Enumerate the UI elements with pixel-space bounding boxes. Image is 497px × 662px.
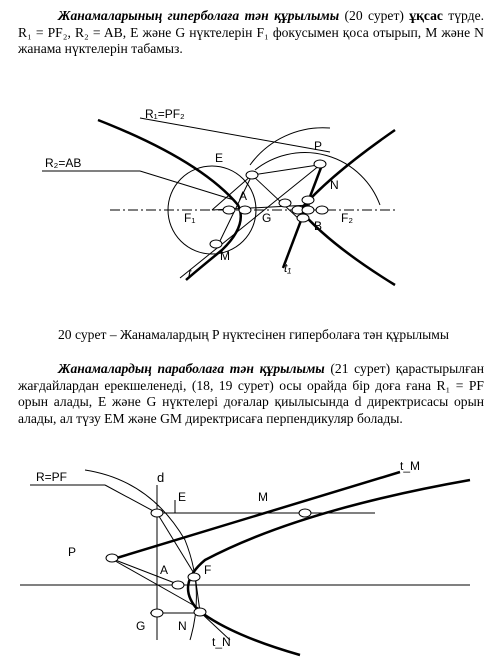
label-b: B (314, 219, 323, 233)
label-p: P (314, 139, 323, 153)
figure-20-caption: 20 сурет – Жанамалардың P нүктесінен гиперболаға тән құрылымы (58, 327, 450, 342)
label-m: M (258, 490, 268, 504)
label-g: G (262, 211, 272, 225)
figure-20-hyperbola (0, 95, 497, 295)
label-d: d (157, 470, 165, 485)
label-p: P (68, 545, 77, 559)
label-f: F (204, 563, 212, 577)
label-a: A (160, 563, 169, 577)
paragraph-text: түрде. R₁ = PF₂, R₂ = AB, E және G нүктелерін F₁ фокусымен қоса отырып, M және N жанама нүктелерін табамыз. (18, 8, 485, 56)
label-m: M (220, 249, 230, 263)
label-f1: F₁ (184, 211, 196, 225)
paragraph-text: (21 сурет) қарастырылған жағдайлардан ерекшеленеді, (18, 19 сурет) осы орайда бір доға ғана R₁ = PF орын алады, E және G нүктелері доғалар қиылысында d директрисасы орын алады, ал түзу EM және GM директрисаға перпендикуляр болады. (18, 361, 484, 426)
label-r2: R₂=AB (45, 156, 82, 170)
label-t1: t₁ (284, 261, 292, 275)
heading-similar: ұқсас (409, 8, 443, 23)
label-r: R=PF (36, 470, 68, 484)
label-tn: t_N (212, 635, 231, 649)
figure-21-parabola (0, 455, 497, 662)
label-e: E (215, 151, 224, 165)
label-f2: F₂ (341, 211, 353, 225)
label-e: E (178, 490, 187, 504)
paragraph-parabola-tangents (18, 361, 484, 427)
paragraph-hyperbola-tangents (18, 8, 484, 58)
heading-hyperbola: Жанамаларының гиперболаға тән құрылымы (58, 8, 340, 23)
label-tm: t_M (400, 459, 421, 473)
label-n: N (330, 178, 339, 192)
label-n: N (178, 619, 187, 633)
label-r1: R₁=PF₂ (145, 107, 185, 121)
label-a: A (239, 189, 248, 203)
label-g: G (136, 619, 146, 633)
label-t: t (188, 266, 192, 280)
paragraph-text: (20 сурет) (339, 8, 410, 23)
heading-parabola: Жанамалардың параболаға тән құрылымы (58, 361, 325, 376)
